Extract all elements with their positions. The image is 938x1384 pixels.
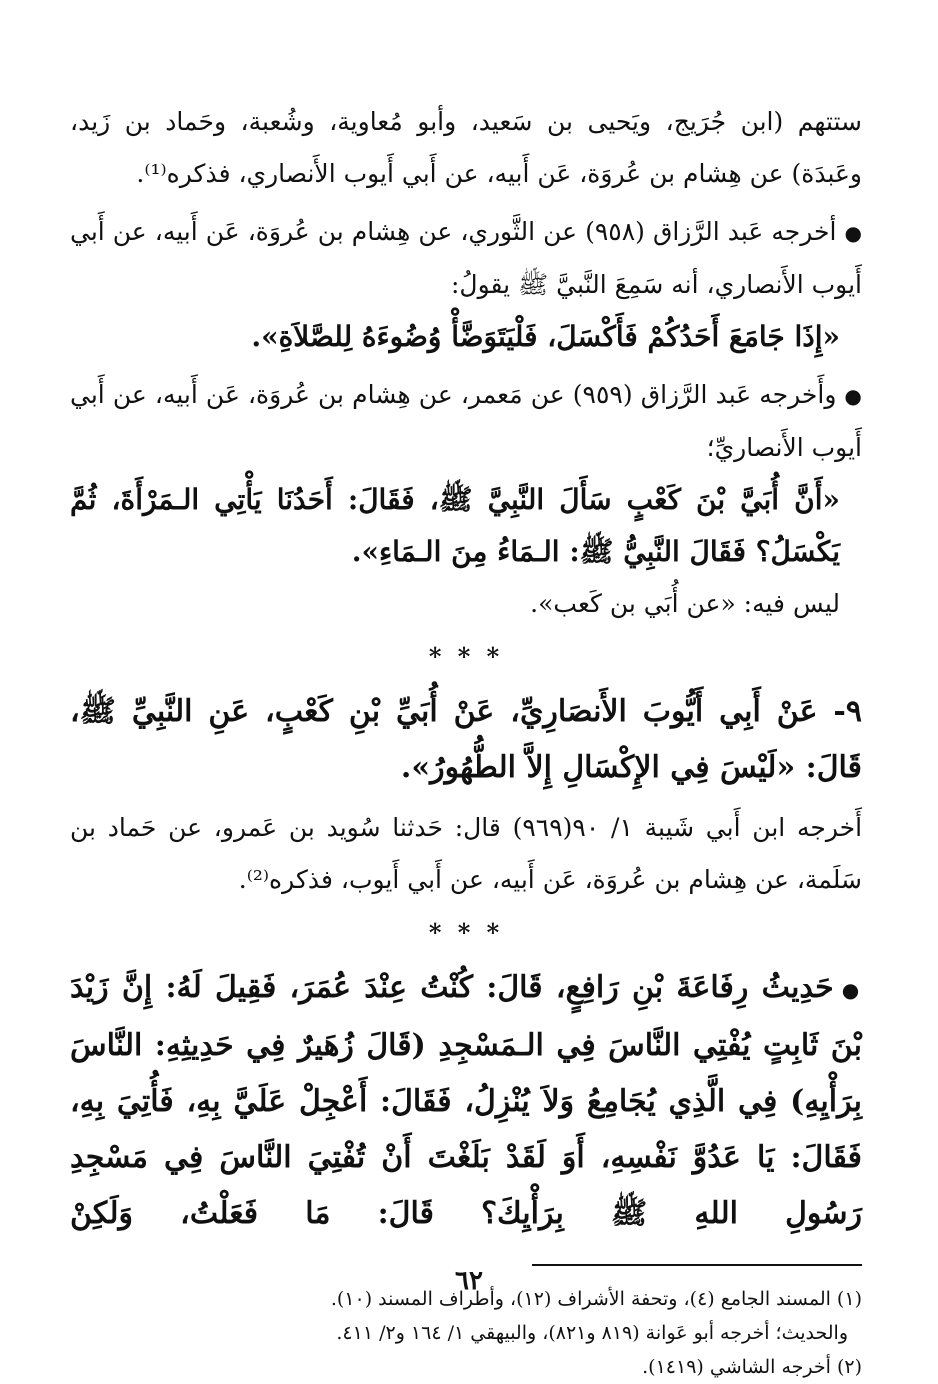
- section-separator: * * *: [428, 918, 504, 947]
- hadith-rifaa-text: حَدِيثُ رِفَاعَةَ بْنِ رَافِعٍ، قَالَ: كُنْتُ عِنْدَ عُمَرَ، فَقِيلَ لَهُ: إِنَّ زَيْدَ بْنَ ثَابِتٍ يُفْتِي النَّاسَ فِي الـمَسْجِدِ (قَالَ زُهَيرٌ فِي حَدِيثِهِ: النَّاسَ بِرَأْيِهِ) فِي الَّذِي يُجَامِعُ وَلاَ يُنْزِلُ، فَقَالَ: أَعْجِلْ عَلَيَّ بِهِ، فَأُتِيَ بِهِ، فَقَالَ: يَا عَدُوَّ نَفْسِهِ، أَوَ لَقَدْ بَلَغْتَ أَنْ تُفْتِيَ النَّاسَ فِي مَسْجِدِ رَسُولِ اللهِ ﷺ بِرَأْيِكَ؟ قَالَ: مَا فَعَلْتُ، وَلَكِنْ: [70, 970, 862, 1231]
- bullet-icon: ●: [844, 221, 862, 245]
- takhrij-text-959: وأَخرجه عَبد الرَّزاق (٩٥٩) عن مَعمر، عن هِشام بن عُروَة، عَن أَبيه، عن أَبي أَيوب الأَنصاريِّ؛: [70, 380, 862, 462]
- section-separator: * * *: [428, 642, 504, 671]
- remark-line: ليس فيه: «عن أُبَي بن كَعب».: [530, 589, 840, 618]
- hadith-text-958: «إِذَا جَامَعَ أَحَدُكُمْ فَأَكْسَلَ، فَلْيَتَوَضَّأْ وُضُوءَهُ لِلصَّلاَةِ».: [251, 320, 840, 353]
- footnote-1: (١) المسند الجامع (٤)، وتحفة الأشراف (١٢)، وأطراف المسند (١٠).: [330, 1288, 862, 1310]
- takhrij-text-958: أخرجه عَبد الرَّزاق (٩٥٨) عن الثَّوري، عن هِشام بن عُروَة، عَن أَبيه، عن أَبي أَيوب الأَنصاري، أنه سَمِعَ النَّبيَّ ﷺ يقولُ:: [70, 217, 862, 299]
- bullet-icon: ●: [841, 978, 862, 1002]
- page-number: ٦٢: [455, 1266, 483, 1296]
- takhrij-paragraph-hadith-9: أَخرجه ابن أَبي شَيبة ١/ ٩٠(٩٦٩) قال: حَدثنا سُويد بن عَمرو، عن حَماد بن سَلَمة، عن هِشام بن عُروَة، عَن أَبيه، عن أَبي أَيوب، فذكره⁽²⁾.: [70, 813, 863, 894]
- takhrij-paragraph-958: [70, 206, 862, 311]
- footnote-2: (٢) أخرجه الشاشي (١٤١٩).: [642, 1356, 862, 1378]
- hadith-text-959: «أَنَّ أُبَيَّ بْنَ كَعْبٍ سَأَلَ النَّبِيَّ ﷺ، فَقَالَ: أَحَدُنَا يَأْتِي الـمَرْأَةَ، ثُمَّ يَكْسَلُ؟ فَقَالَ النَّبِيُّ ﷺ: الـمَاءُ مِنَ الـمَاءِ».: [70, 483, 840, 568]
- footnote-1-continuation: والحديث؛ أخرجه أبو عَوانة (٨١٩ و٨٢١)، والبيهقي ١/ ١٦٤ و٢/ ٤١١.: [336, 1322, 848, 1344]
- bullet-icon: ●: [844, 384, 862, 408]
- hadith-9: ٩- عَنْ أَبِي أَيُّوبَ الأَنصَارِيِّ، عَنْ أُبَيِّ بْنِ كَعْبٍ، عَنِ النَّبِيِّ ﷺ، قَالَ: «لَيْسَ فِي الإِكْسَالِ إِلاَّ الطُّهُورُ».: [70, 694, 862, 785]
- intro-paragraph: ستتهم (ابن جُرَيج، ويَحيى بن سَعيد، وأبو مُعاوية، وشُعبة، وحَماد بن زَيد، وعَبدَة) عن هِشام بن عُروَة، عَن أَبيه، عن أَبي أَيوب الأَنصاري، فذكره⁽¹⁾.: [70, 107, 862, 188]
- hadith-rifaa: [70, 960, 862, 1242]
- takhrij-paragraph-959: [70, 369, 862, 474]
